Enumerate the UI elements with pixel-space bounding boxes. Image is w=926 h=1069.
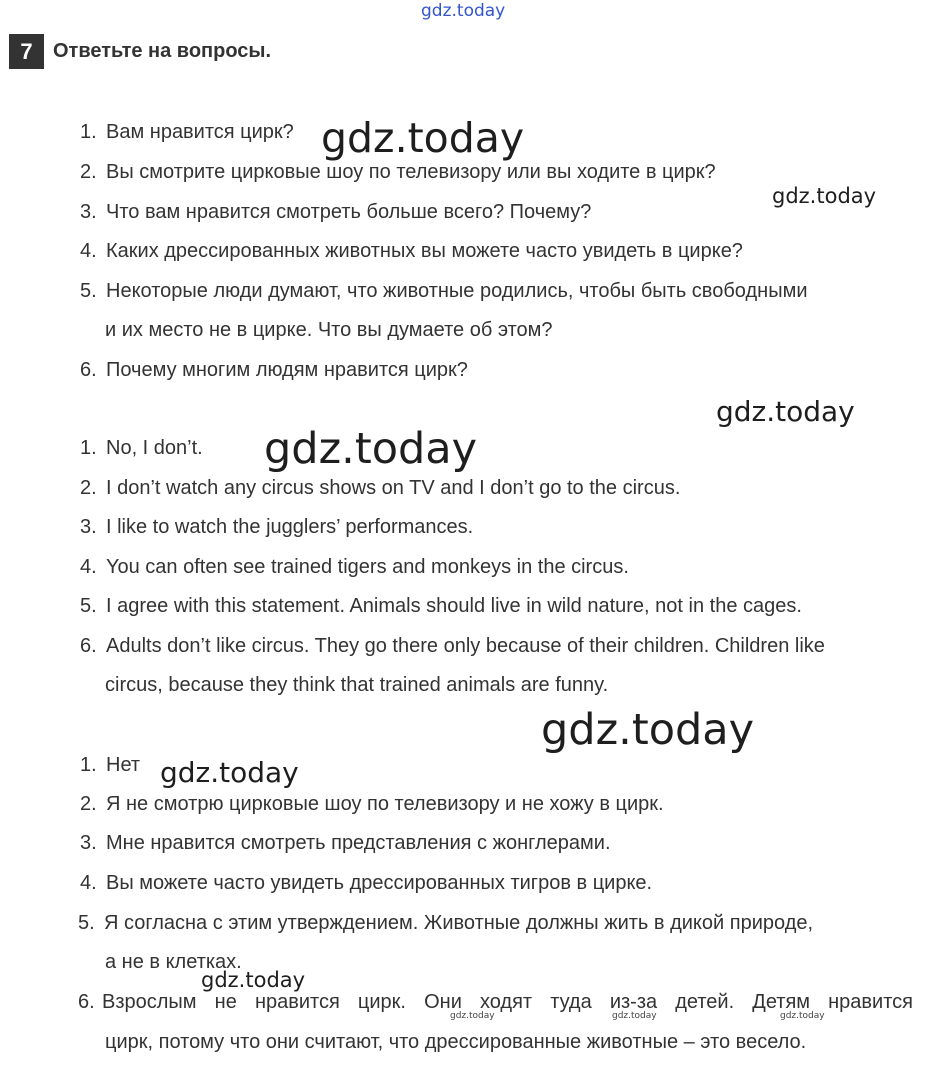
item-number: 4. (80, 556, 97, 578)
question-item (80, 200, 591, 224)
item-text: Что вам нравится смотреть больше всего? Почему? (106, 201, 592, 223)
item-text: Я согласна с этим утверждением. Животные должны жить в дикой природе, (104, 912, 814, 934)
question-item-continuation: и их место не в цирке. Что вы думаете об этом? (105, 319, 553, 341)
question-item (80, 358, 468, 382)
item-text: No, I don’t. (106, 437, 203, 459)
answer-en-item-continuation: circus, because they think that trained animals are funny. (105, 674, 609, 696)
task-number-badge: 7 (9, 34, 44, 69)
item-number: 2. (80, 793, 97, 815)
answer-ru-item (80, 831, 611, 855)
question-item (80, 239, 743, 263)
item-text: Adults don’t like circus. They go there only because of their children. Children like (106, 635, 825, 657)
question-item (80, 279, 807, 303)
item-text: You can often see trained tigers and monkeys in the circus. (106, 556, 629, 578)
item-number: 1. (80, 121, 97, 143)
item-number: 3. (80, 201, 97, 223)
task-title: Ответьте на вопросы. (53, 40, 272, 62)
question-item (80, 120, 294, 144)
item-text: Некоторые люди думают, что животные родились, чтобы быть свободными (106, 280, 808, 302)
item-number: 5. (80, 280, 97, 302)
item-text: Я не смотрю цирковые шоу по телевизору и не хожу в цирк. (106, 793, 664, 815)
item-number: 1. (80, 754, 97, 776)
watermark-small: gdz.today (780, 1011, 825, 1021)
item-text: I don’t watch any circus shows on TV and I don’t go to the circus. (106, 477, 681, 499)
item-number: 1. (80, 437, 97, 459)
item-number: 2. (80, 161, 97, 183)
item-text: I like to watch the jugglers’ performances. (106, 516, 474, 538)
answer-en-item (80, 515, 473, 539)
watermark: gdz.today (541, 705, 755, 755)
item-number: 3. (80, 832, 97, 854)
watermark: gdz.today (772, 184, 877, 208)
answer-ru-item (80, 753, 140, 777)
answer-en-item (80, 476, 680, 500)
answer-ru-item (78, 990, 913, 1014)
item-number: 3. (80, 516, 97, 538)
item-number: 2. (80, 477, 97, 499)
answer-en-item (80, 634, 825, 658)
item-text: Почему многим людям нравится цирк? (106, 359, 468, 381)
answer-ru-item (78, 911, 813, 935)
item-text: I agree with this statement. Animals should live in wild nature, not in the cages. (106, 595, 802, 617)
answer-ru-item (80, 792, 664, 816)
watermark-small: gdz.today (612, 1011, 657, 1021)
item-text: Каких дрессированных животных вы можете часто увидеть в цирке? (106, 240, 743, 262)
watermark-small: gdz.today (450, 1011, 495, 1021)
item-number: 6. (78, 991, 95, 1013)
watermark: gdz.today (716, 395, 855, 428)
task-header (9, 34, 271, 69)
item-text: Нет (106, 754, 141, 776)
answer-en-item (80, 436, 203, 460)
answer-ru-item (80, 871, 652, 895)
question-item (80, 160, 716, 184)
item-text: Вы смотрите цирковые шоу по телевизору или вы ходите в цирк? (106, 161, 716, 183)
item-number: 5. (80, 595, 97, 617)
item-number: 4. (80, 240, 97, 262)
item-text: Вам нравится цирк? (106, 121, 294, 143)
answer-en-item (80, 555, 629, 579)
watermark: gdz.today (264, 424, 478, 474)
item-number: 6. (80, 635, 97, 657)
watermark: gdz.today (321, 114, 525, 162)
item-text: Мне нравится смотреть представления с жонглерами. (106, 832, 611, 854)
item-number: 4. (80, 872, 97, 894)
answer-ru-item-continuation: а не в клетках. (105, 951, 242, 973)
item-number: 5. (78, 912, 95, 934)
item-text: Взрослым не нравится цирк. Они ходят туда из-за детей. Детям нравится (102, 991, 913, 1013)
watermark: gdz.today (201, 968, 306, 992)
item-number: 6. (80, 359, 97, 381)
answer-ru-item-continuation: цирк, потому что они считают, что дрессированные животные – это весело. (105, 1031, 807, 1053)
answer-en-item (80, 594, 802, 618)
item-text: Вы можете часто увидеть дрессированных тигров в цирке. (106, 872, 653, 894)
watermark: gdz.today (160, 756, 299, 789)
watermark-top: gdz.today (421, 1, 506, 21)
